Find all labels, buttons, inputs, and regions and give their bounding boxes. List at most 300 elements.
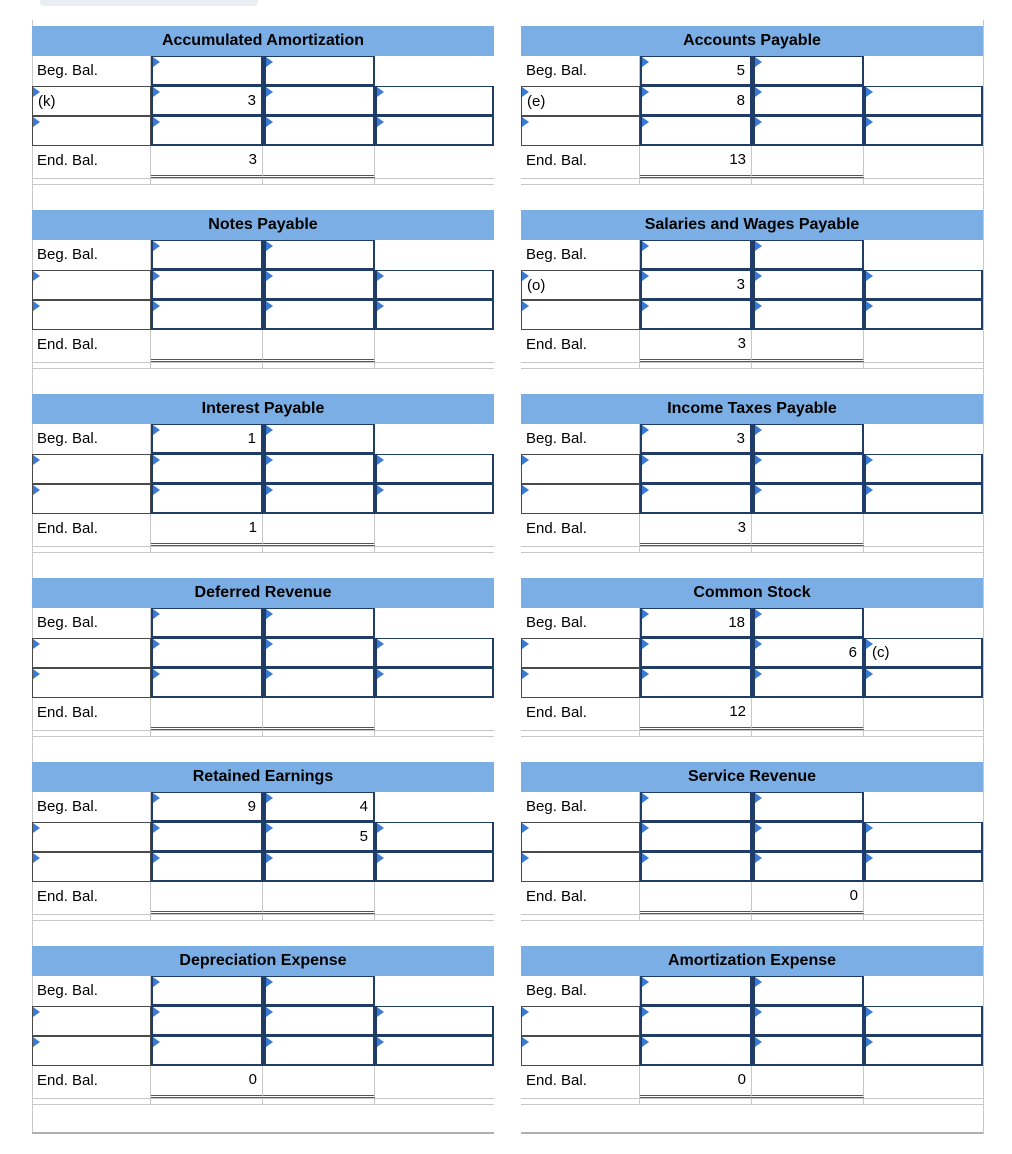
end-bal-label: End. Bal.	[521, 882, 640, 914]
dropdown-arrow-icon	[377, 485, 384, 495]
credit-input[interactable]	[263, 484, 375, 514]
entry-row	[32, 424, 494, 454]
debit-input[interactable]	[151, 1006, 263, 1036]
credit-input[interactable]	[752, 484, 864, 514]
credit-input[interactable]	[263, 638, 375, 668]
row-label-select[interactable]	[521, 484, 640, 514]
debit-input[interactable]	[640, 852, 752, 882]
debit-input[interactable]	[640, 822, 752, 852]
t-account	[521, 552, 983, 736]
credit-ref-input[interactable]	[864, 484, 983, 514]
debit-input[interactable]	[640, 484, 752, 514]
credit-ref-input[interactable]	[375, 1006, 494, 1036]
credit-ref-input[interactable]	[375, 116, 494, 146]
t-account	[32, 920, 494, 1104]
debit-input[interactable]	[151, 424, 263, 454]
entry-row	[32, 822, 494, 852]
dropdown-arrow-icon	[642, 485, 649, 495]
credit-value: 5	[359, 828, 368, 845]
credit-input[interactable]	[263, 300, 375, 330]
credit-ref-input[interactable]	[864, 852, 983, 882]
end-bal-label: End. Bal.	[32, 882, 151, 914]
end-balance-row	[521, 330, 983, 363]
dropdown-arrow-icon	[266, 87, 273, 97]
end-credit-total	[752, 330, 864, 362]
account-header	[32, 394, 494, 424]
debit-input[interactable]	[640, 454, 752, 484]
account-header	[32, 26, 494, 56]
spacer-row	[521, 1098, 983, 1105]
credit-input[interactable]	[752, 1036, 864, 1066]
debit-input[interactable]	[640, 638, 752, 668]
dropdown-arrow-icon	[266, 455, 273, 465]
credit-ref-input[interactable]	[864, 668, 983, 698]
row-label-select[interactable]	[521, 300, 640, 330]
end-credit-total	[263, 1066, 375, 1098]
dropdown-arrow-icon	[866, 87, 873, 97]
account-header	[521, 210, 983, 240]
dropdown-arrow-icon	[266, 425, 273, 435]
row-label-select[interactable]	[521, 822, 640, 852]
row-label-select	[32, 56, 151, 86]
t-account	[32, 0, 494, 184]
end-bal-label: End. Bal.	[521, 514, 640, 546]
row-label-select[interactable]	[521, 852, 640, 882]
end-debit-total: 3	[640, 330, 752, 362]
credit-input[interactable]	[263, 668, 375, 698]
row-label-select[interactable]	[521, 638, 640, 668]
debit-input[interactable]	[640, 1006, 752, 1036]
dropdown-arrow-icon	[642, 793, 649, 803]
dropdown-arrow-icon	[153, 977, 160, 987]
credit-input[interactable]	[752, 270, 864, 300]
end-balance-row	[32, 882, 494, 915]
end-debit-total: 0	[151, 1066, 263, 1098]
beg-bal-label: Beg. Bal.	[526, 430, 587, 447]
end-debit-total	[151, 882, 263, 914]
debit-input[interactable]	[640, 56, 752, 86]
t-account	[521, 0, 983, 184]
dropdown-arrow-icon	[866, 853, 873, 863]
dropdown-arrow-icon	[266, 271, 273, 281]
account-title: Accounts Payable	[683, 32, 821, 49]
debit-input[interactable]	[151, 976, 263, 1006]
dropdown-arrow-icon	[522, 271, 529, 281]
dropdown-arrow-icon	[755, 853, 762, 863]
blank-cell	[375, 424, 494, 454]
credit-input[interactable]	[263, 1006, 375, 1036]
credit-input[interactable]	[752, 792, 864, 822]
credit-ref-input[interactable]	[864, 270, 983, 300]
credit-input[interactable]	[263, 822, 375, 852]
credit-input[interactable]	[263, 240, 375, 270]
end-balance-row	[32, 146, 494, 179]
dropdown-arrow-icon	[377, 117, 384, 127]
end-credit-total	[263, 514, 375, 546]
end-credit-total	[263, 698, 375, 730]
end-debit-total: 3	[151, 146, 263, 178]
credit-input[interactable]	[263, 608, 375, 638]
debit-input[interactable]	[151, 668, 263, 698]
spacer-row	[32, 1098, 494, 1105]
dropdown-arrow-icon	[522, 669, 529, 679]
credit-input[interactable]	[263, 116, 375, 146]
dropdown-arrow-icon	[153, 425, 160, 435]
beg-bal-label: Beg. Bal.	[37, 614, 98, 631]
credit-input[interactable]	[752, 608, 864, 638]
entry-row	[32, 56, 494, 86]
credit-input[interactable]	[752, 454, 864, 484]
dropdown-arrow-icon	[33, 87, 40, 97]
credit-ref-input[interactable]	[375, 822, 494, 852]
debit-input[interactable]	[640, 424, 752, 454]
credit-input[interactable]	[752, 638, 864, 668]
beg-bal-label: Beg. Bal.	[37, 246, 98, 263]
credit-ref-input[interactable]	[375, 270, 494, 300]
dropdown-arrow-icon	[266, 1037, 273, 1047]
debit-input[interactable]	[151, 1036, 263, 1066]
debit-input[interactable]	[151, 56, 263, 86]
debit-input[interactable]	[151, 822, 263, 852]
credit-ref-input[interactable]	[375, 1036, 494, 1066]
entry-row	[32, 976, 494, 1006]
dropdown-arrow-icon	[522, 853, 529, 863]
credit-input[interactable]	[263, 86, 375, 116]
row-label-select[interactable]	[32, 668, 151, 698]
row-label-select	[521, 56, 640, 86]
row-label-select[interactable]	[32, 86, 151, 116]
entry-row	[521, 240, 983, 270]
entry-row	[521, 976, 983, 1006]
credit-ref-input[interactable]	[864, 454, 983, 484]
dropdown-arrow-icon	[266, 853, 273, 863]
dropdown-arrow-icon	[522, 1007, 529, 1017]
row-label-select[interactable]	[32, 1006, 151, 1036]
entry-row	[32, 1006, 494, 1036]
debit-value: 3	[247, 92, 256, 109]
entry-row	[521, 270, 983, 300]
row-label-select[interactable]	[521, 270, 640, 300]
row-label-select[interactable]	[32, 270, 151, 300]
dropdown-arrow-icon	[522, 823, 529, 833]
credit-input[interactable]	[752, 56, 864, 86]
dropdown-arrow-icon	[33, 485, 40, 495]
account-title: Depreciation Expense	[179, 952, 347, 969]
credit-ref-input[interactable]	[864, 86, 983, 116]
credit-input[interactable]	[263, 1036, 375, 1066]
grid-bottom-line	[521, 1132, 983, 1134]
entry-row	[521, 86, 983, 116]
dropdown-arrow-icon	[642, 271, 649, 281]
debit-value: 5	[736, 62, 745, 79]
dropdown-arrow-icon	[266, 241, 273, 251]
entry-row	[32, 852, 494, 882]
dropdown-arrow-icon	[153, 669, 160, 679]
debit-input[interactable]	[640, 116, 752, 146]
dropdown-arrow-icon	[153, 853, 160, 863]
dropdown-arrow-icon	[755, 117, 762, 127]
debit-input[interactable]	[151, 116, 263, 146]
debit-input[interactable]	[151, 792, 263, 822]
row-label-select	[521, 240, 640, 270]
dropdown-arrow-icon	[642, 425, 649, 435]
dropdown-arrow-icon	[266, 485, 273, 495]
t-account	[32, 736, 494, 920]
row-label-select	[32, 424, 151, 454]
entry-row	[32, 638, 494, 668]
credit-input[interactable]	[752, 976, 864, 1006]
row-label-select	[521, 792, 640, 822]
entry-row	[521, 424, 983, 454]
debit-input[interactable]	[151, 608, 263, 638]
credit-input[interactable]	[263, 852, 375, 882]
debit-input[interactable]	[640, 976, 752, 1006]
dropdown-arrow-icon	[33, 1007, 40, 1017]
credit-ref-input[interactable]	[375, 638, 494, 668]
dropdown-arrow-icon	[377, 669, 384, 679]
debit-cell	[640, 1098, 752, 1104]
credit-input[interactable]	[263, 976, 375, 1006]
dropdown-arrow-icon	[642, 301, 649, 311]
row-label-select[interactable]	[521, 86, 640, 116]
dropdown-arrow-icon	[642, 241, 649, 251]
debit-value: 1	[247, 430, 256, 447]
debit-value: 18	[728, 614, 745, 631]
debit-input[interactable]	[640, 668, 752, 698]
dropdown-arrow-icon	[642, 87, 649, 97]
end-credit-total	[263, 882, 375, 914]
account-title: Accumulated Amortization	[161, 32, 365, 49]
debit-input[interactable]	[640, 270, 752, 300]
dropdown-arrow-icon	[266, 639, 273, 649]
dropdown-arrow-icon	[266, 1007, 273, 1017]
dropdown-arrow-icon	[755, 1007, 762, 1017]
debit-input[interactable]	[640, 608, 752, 638]
dropdown-arrow-icon	[266, 977, 273, 987]
blank-cell	[375, 240, 494, 270]
credit-input[interactable]	[752, 424, 864, 454]
dropdown-arrow-icon	[33, 639, 40, 649]
credit-input[interactable]	[752, 240, 864, 270]
credit-input[interactable]	[263, 454, 375, 484]
t-account	[521, 184, 983, 368]
credit-input[interactable]	[263, 270, 375, 300]
dropdown-arrow-icon	[755, 241, 762, 251]
debit-input[interactable]	[640, 300, 752, 330]
end-debit-total	[640, 882, 752, 914]
dropdown-arrow-icon	[522, 117, 529, 127]
dropdown-arrow-icon	[755, 977, 762, 987]
account-title: Retained Earnings	[192, 768, 334, 785]
dropdown-arrow-icon	[755, 669, 762, 679]
credit-ref-input[interactable]	[864, 638, 983, 668]
entry-row	[32, 608, 494, 638]
entry-row	[521, 792, 983, 822]
dropdown-arrow-icon	[755, 609, 762, 619]
blank-cell	[375, 608, 494, 638]
dropdown-arrow-icon	[866, 823, 873, 833]
end-bal-label: End. Bal.	[32, 1066, 151, 1098]
debit-input[interactable]	[151, 240, 263, 270]
credit-ref-input[interactable]	[375, 300, 494, 330]
row-label-select[interactable]	[521, 116, 640, 146]
debit-cell	[151, 1098, 263, 1104]
debit-input[interactable]	[151, 638, 263, 668]
entry-row	[32, 270, 494, 300]
row-label-select[interactable]	[32, 852, 151, 882]
credit-value: 6	[848, 644, 857, 661]
entry-row	[521, 116, 983, 146]
beg-bal-label: Beg. Bal.	[37, 982, 98, 999]
dropdown-arrow-icon	[755, 793, 762, 803]
row-label-select[interactable]	[32, 822, 151, 852]
credit-ref-input[interactable]	[864, 1036, 983, 1066]
end-bal-label: End. Bal.	[521, 330, 640, 362]
credit-ref-input[interactable]	[864, 1006, 983, 1036]
blank-cell	[864, 608, 983, 638]
debit-input[interactable]	[151, 484, 263, 514]
row-label-select[interactable]	[32, 1036, 151, 1066]
beg-bal-label: Beg. Bal.	[37, 430, 98, 447]
end-debit-total	[151, 698, 263, 730]
credit-input[interactable]	[752, 86, 864, 116]
dropdown-arrow-icon	[866, 271, 873, 281]
blank-cell	[864, 792, 983, 822]
dropdown-arrow-icon	[33, 853, 40, 863]
entry-row	[521, 454, 983, 484]
credit-cell	[263, 1098, 375, 1104]
credit-input[interactable]	[263, 792, 375, 822]
end-balance-row	[521, 146, 983, 179]
credit-ref-input[interactable]	[375, 484, 494, 514]
debit-input[interactable]	[640, 792, 752, 822]
credit-ref-input[interactable]	[864, 116, 983, 146]
t-account	[521, 736, 983, 920]
row-label-select	[32, 792, 151, 822]
account-title: Interest Payable	[201, 400, 325, 417]
entry-ref-label: (e)	[527, 93, 546, 110]
dropdown-arrow-icon	[642, 455, 649, 465]
dropdown-arrow-icon	[266, 669, 273, 679]
end-balance-row	[32, 514, 494, 547]
credit-ref-input[interactable]	[864, 300, 983, 330]
credit-ref-input[interactable]	[864, 822, 983, 852]
dropdown-arrow-icon	[266, 301, 273, 311]
end-bal-label: End. Bal.	[521, 146, 640, 178]
row-label	[32, 1098, 151, 1104]
debit-input[interactable]	[151, 852, 263, 882]
debit-input[interactable]	[151, 270, 263, 300]
blank-cell	[375, 976, 494, 1006]
entry-row	[32, 116, 494, 146]
account-title: Service Revenue	[687, 768, 817, 785]
dropdown-arrow-icon	[866, 117, 873, 127]
dropdown-arrow-icon	[522, 1037, 529, 1047]
dropdown-arrow-icon	[755, 271, 762, 281]
end-balance-row	[32, 330, 494, 363]
row-label-select[interactable]	[32, 484, 151, 514]
dropdown-arrow-icon	[153, 87, 160, 97]
row-label-select[interactable]	[521, 668, 640, 698]
row-label-select[interactable]	[32, 454, 151, 484]
end-credit-total	[752, 1066, 864, 1098]
credit-input[interactable]	[263, 56, 375, 86]
debit-value: 8	[736, 92, 745, 109]
account-header	[32, 762, 494, 792]
beg-bal-label: Beg. Bal.	[37, 62, 98, 79]
dropdown-arrow-icon	[153, 301, 160, 311]
dropdown-arrow-icon	[866, 1007, 873, 1017]
debit-input[interactable]	[640, 1036, 752, 1066]
entry-row	[521, 56, 983, 86]
entry-row	[521, 300, 983, 330]
t-account	[521, 920, 983, 1104]
dropdown-arrow-icon	[377, 87, 384, 97]
row-label-select[interactable]	[32, 116, 151, 146]
credit-input[interactable]	[752, 668, 864, 698]
row-label-select	[521, 608, 640, 638]
entry-row	[521, 1006, 983, 1036]
credit-ref-input[interactable]	[375, 852, 494, 882]
credit-input[interactable]	[263, 424, 375, 454]
dropdown-arrow-icon	[642, 639, 649, 649]
dropdown-arrow-icon	[642, 1037, 649, 1047]
end-credit-total	[752, 514, 864, 546]
dropdown-arrow-icon	[33, 1037, 40, 1047]
debit-input[interactable]	[640, 86, 752, 116]
credit-ref-input[interactable]	[375, 454, 494, 484]
entry-row	[32, 1036, 494, 1066]
debit-input[interactable]	[151, 454, 263, 484]
credit-ref-input[interactable]	[375, 86, 494, 116]
credit-ref-input[interactable]	[375, 668, 494, 698]
credit-input[interactable]	[752, 1006, 864, 1036]
row-label-select[interactable]	[32, 638, 151, 668]
account-header	[521, 946, 983, 976]
credit-input[interactable]	[752, 852, 864, 882]
entry-row	[521, 608, 983, 638]
dropdown-arrow-icon	[522, 455, 529, 465]
end-debit-total: 1	[151, 514, 263, 546]
dropdown-arrow-icon	[153, 793, 160, 803]
end-credit-total	[752, 698, 864, 730]
debit-input[interactable]	[640, 240, 752, 270]
debit-input[interactable]	[151, 86, 263, 116]
row-label-select[interactable]	[521, 454, 640, 484]
credit-input[interactable]	[752, 822, 864, 852]
row-label-select[interactable]	[521, 1036, 640, 1066]
debit-value: 9	[247, 798, 256, 815]
credit-input[interactable]	[752, 116, 864, 146]
credit-input[interactable]	[752, 300, 864, 330]
debit-input[interactable]	[151, 300, 263, 330]
row-label-select[interactable]	[521, 1006, 640, 1036]
dropdown-arrow-icon	[377, 455, 384, 465]
entry-ref-label: (k)	[38, 93, 56, 110]
dropdown-arrow-icon	[153, 823, 160, 833]
row-label-select[interactable]	[32, 300, 151, 330]
t-account	[32, 184, 494, 368]
dropdown-arrow-icon	[153, 271, 160, 281]
dropdown-arrow-icon	[266, 117, 273, 127]
end-debit-total: 12	[640, 698, 752, 730]
dropdown-arrow-icon	[755, 301, 762, 311]
dropdown-arrow-icon	[522, 639, 529, 649]
entry-row	[521, 1036, 983, 1066]
dropdown-arrow-icon	[642, 609, 649, 619]
entry-row	[32, 484, 494, 514]
blank-cell	[375, 56, 494, 86]
